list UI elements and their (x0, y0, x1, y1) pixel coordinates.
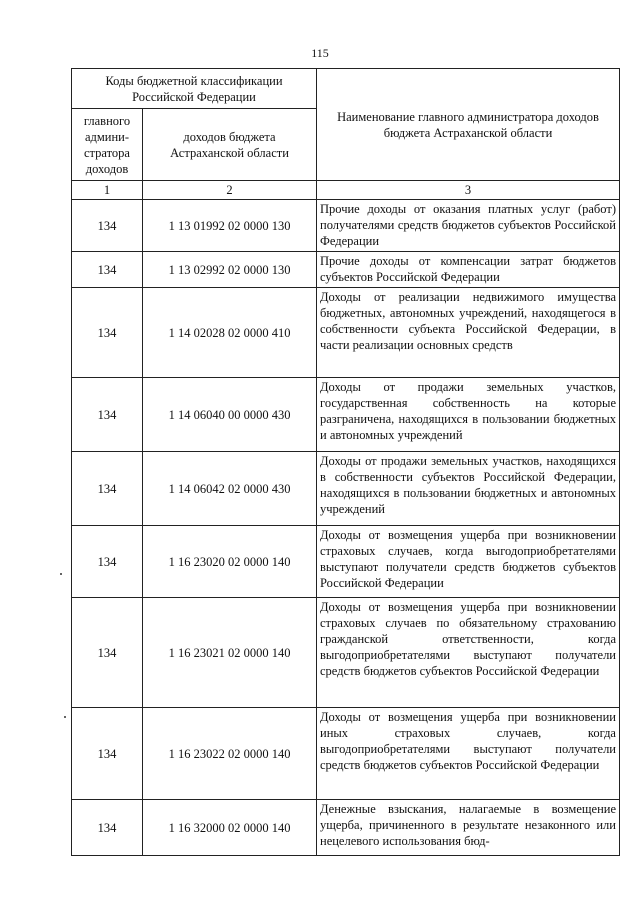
page-number: 115 (311, 46, 329, 60)
column-number: 3 (317, 181, 620, 200)
column-number: 2 (143, 181, 317, 200)
income-name: Прочие доходы от оказания платных услуг (работ) получателями средств бюджетов субъектов Российской Федерации (317, 200, 620, 252)
table-row (72, 598, 620, 708)
budget-code: 1 16 23020 02 0000 140 (143, 526, 317, 598)
budget-code: 1 14 06042 02 0000 430 (143, 452, 317, 526)
table-row (72, 526, 620, 598)
income-name: Доходы от реализации недвижимого имущества бюджетных, автономных учреждений, находящегося в собственности субъекта Российской Федерации, в части реализации основных средств (317, 288, 620, 378)
income-name: Доходы от возмещения ущерба при возникновении страховых случаев по обязательному страхованию гражданской ответственности, когда выгодоприобретателями выступают получатели средств бюджетов субъектов Российской Федерации (317, 598, 620, 708)
admin-code: 134 (72, 708, 143, 800)
header-admin-column: главного админи-стратора доходов (72, 109, 143, 181)
admin-code: 134 (72, 378, 143, 452)
scan-artifact (60, 573, 62, 575)
table-row (72, 378, 620, 452)
budget-classification-table (71, 68, 620, 856)
income-name: Доходы от продажи земельных участков, находящихся в собственности субъектов Российской Федерации, находящихся в пользовании бюджетных и автономных учреждений (317, 452, 620, 526)
table-row (72, 800, 620, 856)
admin-code: 134 (72, 252, 143, 288)
budget-code: 1 16 23021 02 0000 140 (143, 598, 317, 708)
budget-code: 1 13 02992 02 0000 130 (143, 252, 317, 288)
admin-code: 134 (72, 288, 143, 378)
header-codes-group: Коды бюджетной классификации Российской Федерации (72, 69, 317, 109)
budget-code: 1 14 02028 02 0000 410 (143, 288, 317, 378)
table-row (72, 708, 620, 800)
scan-artifact (64, 716, 66, 718)
header-name-column: Наименование главного администратора доходов бюджета Астраханской области (317, 69, 620, 181)
table-row (72, 252, 620, 288)
income-name: Денежные взыскания, налагаемые в возмещение ущерба, причиненного в результате незаконного или нецелевого использования бюд- (317, 800, 620, 856)
table-row (72, 288, 620, 378)
header-row-group (72, 69, 620, 109)
admin-code: 134 (72, 452, 143, 526)
column-number-row (72, 181, 620, 200)
column-number: 1 (72, 181, 143, 200)
budget-code: 1 14 06040 00 0000 430 (143, 378, 317, 452)
budget-code: 1 13 01992 02 0000 130 (143, 200, 317, 252)
budget-code: 1 16 32000 02 0000 140 (143, 800, 317, 856)
admin-code: 134 (72, 598, 143, 708)
income-name: Прочие доходы от компенсации затрат бюджетов субъектов Российской Федерации (317, 252, 620, 288)
table-row (72, 200, 620, 252)
income-name: Доходы от возмещения ущерба при возникновении страховых случаев, когда выгодоприобретателями выступают получатели средств бюджетов субъектов Российской Федерации (317, 526, 620, 598)
admin-code: 134 (72, 800, 143, 856)
income-name: Доходы от возмещения ущерба при возникновении иных страховых случаев, когда выгодоприобретателями выступают получатели средств бюджетов субъектов Российской Федерации (317, 708, 620, 800)
income-name: Доходы от продажи земельных участков, государственная собственность на которые разграничена, находящихся в пользовании бюджетных и автономных учреждений (317, 378, 620, 452)
budget-code: 1 16 23022 02 0000 140 (143, 708, 317, 800)
header-income-column: доходов бюджета Астраханской области (143, 109, 317, 181)
admin-code: 134 (72, 200, 143, 252)
table-row (72, 452, 620, 526)
admin-code: 134 (72, 526, 143, 598)
